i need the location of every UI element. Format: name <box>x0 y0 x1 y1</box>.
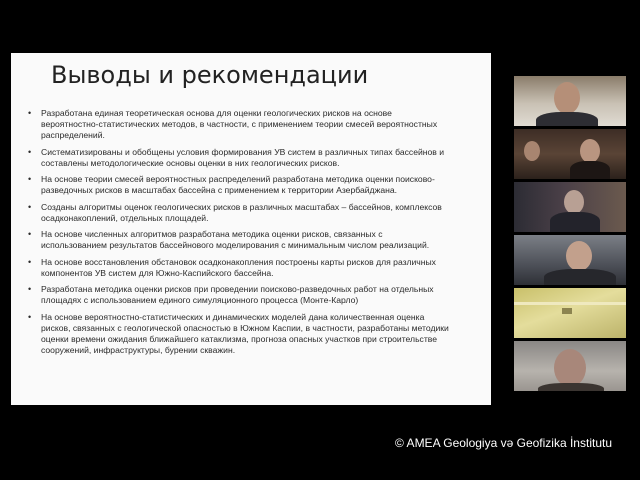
participant-body <box>544 269 616 285</box>
slide-title: Выводы и рекомендации <box>51 61 369 89</box>
participant-body <box>538 383 604 391</box>
bullet-item: • На основе восстановления обстановок осадконакопления построены карты рисков для различных компонентов УВ систем для Южно-Каспийского бассейна. <box>25 257 450 279</box>
participant-video-3[interactable] <box>514 182 626 232</box>
bullet-list <box>25 108 450 361</box>
bullet-item: • Разработана единая теоретическая основа для оценки геологических рисков на основе вероятностно-статистических методов, в частности, с применением теории смесей вероятностных распределений. <box>25 108 450 141</box>
participant-face <box>554 82 580 114</box>
shared-slide <box>11 53 491 405</box>
participant-face <box>524 141 540 161</box>
participant-video-1[interactable] <box>514 76 626 126</box>
participant-face <box>580 139 600 163</box>
participant-body <box>570 161 610 179</box>
bullet-item: • На основе численных алгоритмов разработана методика оценки рисков, связанных с использованием результатов бассейнового моделирования с минимальным числом реализаций. <box>25 229 450 251</box>
participant-video-6[interactable] <box>514 341 626 391</box>
participant-face <box>564 190 584 214</box>
wall-line <box>514 302 626 305</box>
bullet-item: • На основе теории смесей вероятностных распределений разработана методика оценки поисково-разведочных рисков в масштабах бассейна с применением к территории Азербайджана. <box>25 174 450 196</box>
participant-video-4[interactable] <box>514 235 626 285</box>
participant-body <box>550 212 600 232</box>
bullet-item: • Разработана методика оценки рисков при проведении поисково-разведочных работ на отдельных площадях с использованием единого симуляционного процесса (Монте-Карло) <box>25 284 450 306</box>
participant-video-2[interactable] <box>514 129 626 179</box>
bullet-item: • На основе вероятностно-статистических и динамических моделей дана количественная оценка рисков, связанных с геологической опасностью в Южном Каспии, в частности, разработаны методики оценки времени ожидания ближайшего катаклизма, прогноза опасных участков при строительстве сооружений, инфраструктуры, бурении скважин. <box>25 312 450 356</box>
participant-gallery <box>514 76 626 394</box>
bullet-item: • Созданы алгоритмы оценок геологических рисков в различных масштабах – бассейнов, комплексов осадконакоплений, отдельных площадей. <box>25 202 450 224</box>
participant-body <box>536 112 598 126</box>
participant-face <box>554 349 586 387</box>
participant-face <box>566 241 592 271</box>
watermark: © AMEA Geologiya və Geofizika İnstitutu <box>395 436 612 450</box>
bullet-item: • Систематизированы и обобщены условия формирования УВ систем в различных типах бассейнов и составлены методологические основы оценки в них геологических рисков. <box>25 147 450 169</box>
wall-object <box>562 308 572 314</box>
participant-video-5[interactable] <box>514 288 626 338</box>
